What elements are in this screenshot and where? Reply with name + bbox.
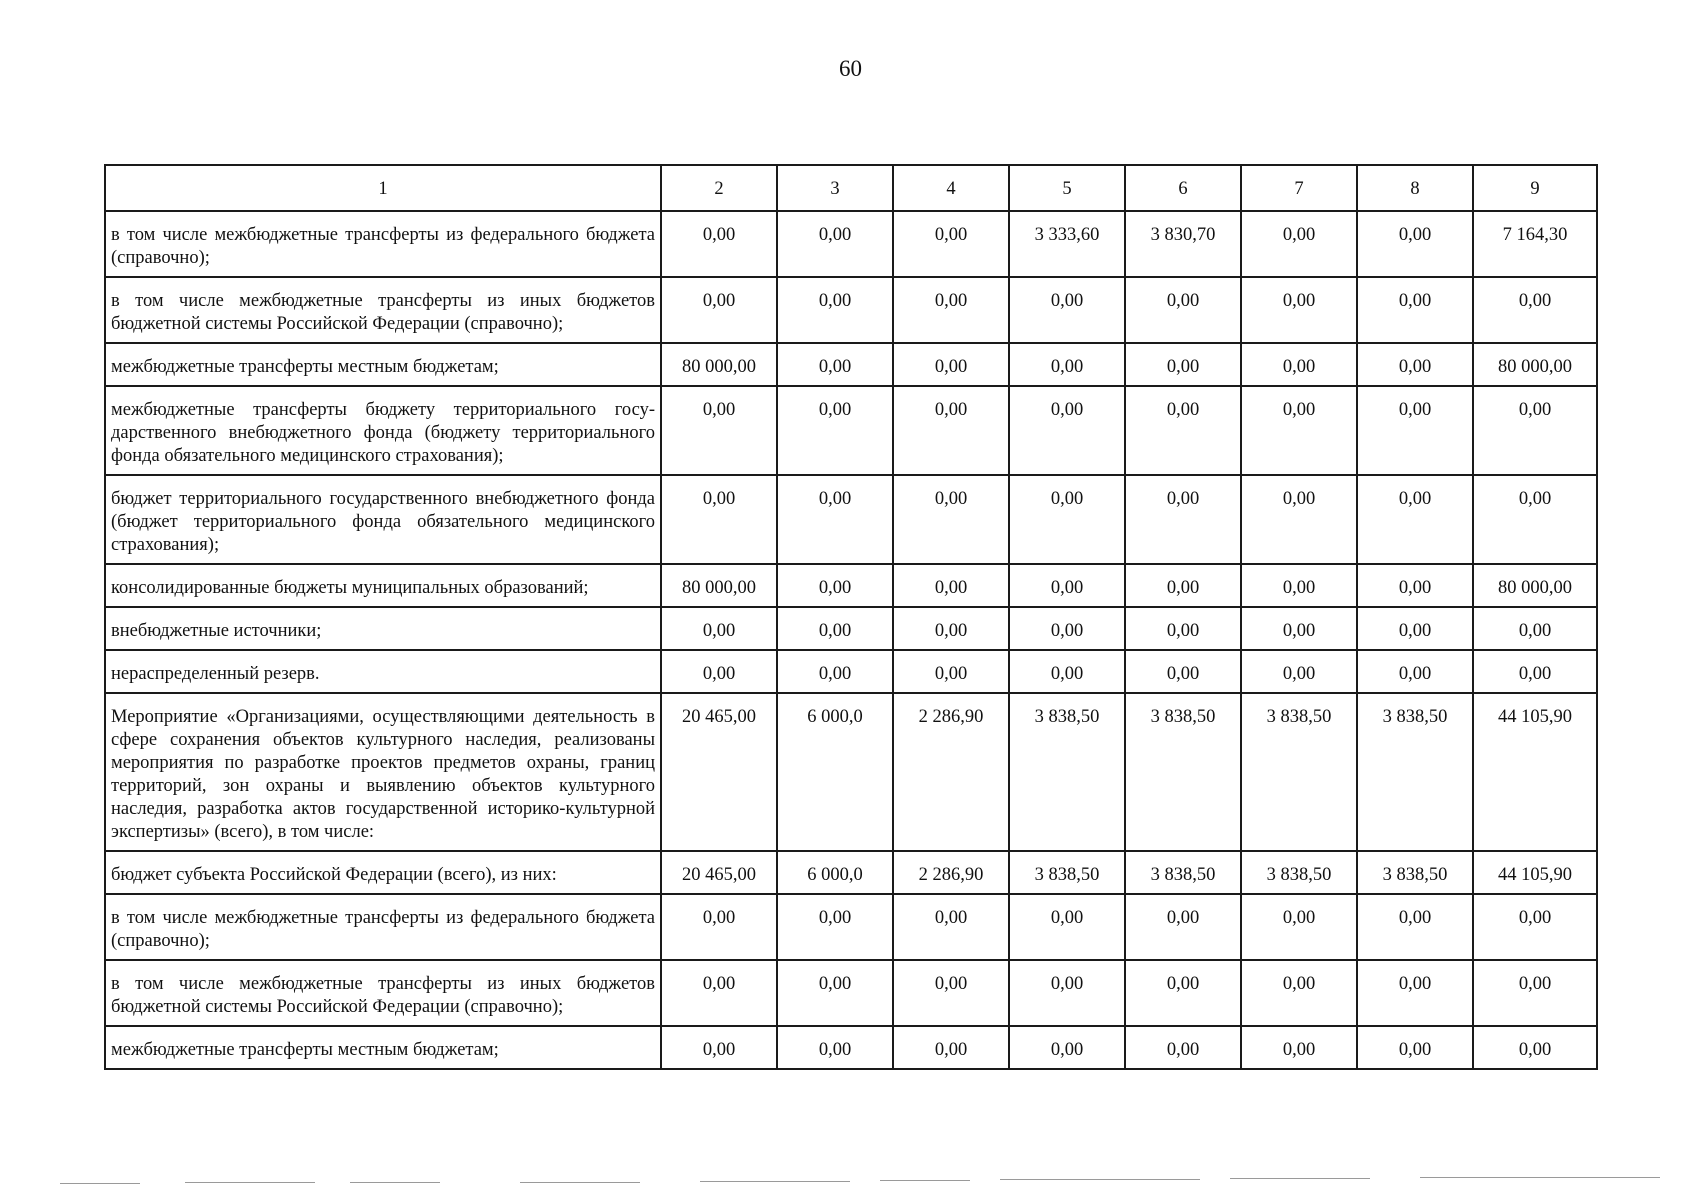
value-cell: 0,00 — [661, 894, 777, 960]
value-cell: 0,00 — [893, 564, 1009, 607]
row-label-cell: Мероприятие «Организациями, осуществляющими деятельность в сфере сохранения объектов культурного наследия, реализованы мероприятия по разработке проектов предметов охраны, границ территорий, зон охраны и выявлению объектов культурного наследия, разработка актов государственной историко-культурной экспертизы» (всего), в том числе: — [105, 693, 661, 851]
value-cell: 0,00 — [1009, 343, 1125, 386]
table-body — [105, 211, 1597, 1069]
value-cell: 0,00 — [777, 386, 893, 475]
value-cell: 0,00 — [1473, 475, 1597, 564]
value-cell: 0,00 — [1473, 607, 1597, 650]
value-cell: 0,00 — [893, 386, 1009, 475]
value-cell: 0,00 — [893, 650, 1009, 693]
table-row — [105, 607, 1597, 650]
table-row — [105, 386, 1597, 475]
value-cell: 0,00 — [1125, 277, 1241, 343]
value-cell: 80 000,00 — [1473, 343, 1597, 386]
value-cell: 0,00 — [1125, 650, 1241, 693]
value-cell: 0,00 — [661, 277, 777, 343]
value-cell: 0,00 — [1241, 1026, 1357, 1069]
header-cell: 6 — [1125, 165, 1241, 211]
value-cell: 0,00 — [1241, 894, 1357, 960]
value-cell: 0,00 — [1357, 386, 1473, 475]
table-row — [105, 343, 1597, 386]
value-cell: 0,00 — [1125, 1026, 1241, 1069]
table-row — [105, 650, 1597, 693]
value-cell: 3 838,50 — [1241, 851, 1357, 894]
scan-artifact-line — [350, 1182, 440, 1183]
value-cell: 0,00 — [777, 1026, 893, 1069]
scan-artifact-line — [1230, 1178, 1370, 1179]
value-cell: 20 465,00 — [661, 693, 777, 851]
row-label-cell: в том числе межбюджетные трансферты из федерального бюджета (справочно); — [105, 894, 661, 960]
value-cell: 0,00 — [893, 960, 1009, 1026]
value-cell: 80 000,00 — [1473, 564, 1597, 607]
value-cell: 3 838,50 — [1125, 693, 1241, 851]
header-cell: 9 — [1473, 165, 1597, 211]
header-cell: 2 — [661, 165, 777, 211]
value-cell: 0,00 — [661, 607, 777, 650]
value-cell: 0,00 — [1125, 386, 1241, 475]
value-cell: 0,00 — [777, 211, 893, 277]
scan-artifact-line — [700, 1181, 850, 1182]
value-cell: 2 286,90 — [893, 693, 1009, 851]
value-cell: 3 838,50 — [1357, 851, 1473, 894]
value-cell: 0,00 — [893, 211, 1009, 277]
value-cell: 7 164,30 — [1473, 211, 1597, 277]
value-cell: 3 838,50 — [1357, 693, 1473, 851]
header-cell: 8 — [1357, 165, 1473, 211]
value-cell: 3 838,50 — [1009, 693, 1125, 851]
value-cell: 0,00 — [661, 211, 777, 277]
row-label-cell: в том числе межбюджетные трансферты из иных бюджетов бюджетной системы Российской Федерации (справочно); — [105, 960, 661, 1026]
row-label-cell: бюджет субъекта Российской Федерации (всего), из них: — [105, 851, 661, 894]
row-label-cell: нераспределенный резерв. — [105, 650, 661, 693]
value-cell: 0,00 — [1241, 475, 1357, 564]
value-cell: 44 105,90 — [1473, 851, 1597, 894]
header-cell: 7 — [1241, 165, 1357, 211]
value-cell: 0,00 — [893, 475, 1009, 564]
table-row — [105, 564, 1597, 607]
value-cell: 0,00 — [1009, 475, 1125, 564]
value-cell: 0,00 — [1009, 607, 1125, 650]
value-cell: 0,00 — [1009, 894, 1125, 960]
budget-table — [104, 164, 1598, 1070]
value-cell: 0,00 — [1009, 960, 1125, 1026]
header-cell: 3 — [777, 165, 893, 211]
row-label-cell: межбюджетные трансферты местным бюджетам; — [105, 343, 661, 386]
row-label-cell: внебюджетные источники; — [105, 607, 661, 650]
value-cell: 0,00 — [777, 894, 893, 960]
table-row — [105, 960, 1597, 1026]
value-cell: 0,00 — [893, 1026, 1009, 1069]
value-cell: 0,00 — [777, 607, 893, 650]
value-cell: 0,00 — [1241, 960, 1357, 1026]
value-cell: 0,00 — [1241, 277, 1357, 343]
scan-artifact-line — [1420, 1177, 1660, 1178]
scan-artifact-line — [60, 1183, 140, 1184]
value-cell: 0,00 — [1357, 960, 1473, 1026]
value-cell: 0,00 — [1009, 650, 1125, 693]
value-cell: 2 286,90 — [893, 851, 1009, 894]
value-cell: 0,00 — [1009, 277, 1125, 343]
value-cell: 0,00 — [661, 475, 777, 564]
value-cell: 0,00 — [893, 343, 1009, 386]
scan-artifact-line — [1000, 1179, 1200, 1180]
table-row — [105, 1026, 1597, 1069]
row-label-cell: в том числе межбюджетные трансферты из федерального бюджета (справочно); — [105, 211, 661, 277]
value-cell: 0,00 — [1357, 475, 1473, 564]
row-label-cell: межбюджетные трансферты местным бюджетам; — [105, 1026, 661, 1069]
value-cell: 0,00 — [1241, 650, 1357, 693]
value-cell: 0,00 — [1125, 564, 1241, 607]
value-cell: 0,00 — [1357, 343, 1473, 386]
value-cell: 0,00 — [1357, 1026, 1473, 1069]
value-cell: 44 105,90 — [1473, 693, 1597, 851]
table-row — [105, 277, 1597, 343]
value-cell: 0,00 — [1473, 894, 1597, 960]
value-cell: 0,00 — [1473, 1026, 1597, 1069]
value-cell: 0,00 — [893, 607, 1009, 650]
value-cell: 0,00 — [1125, 894, 1241, 960]
value-cell: 6 000,0 — [777, 851, 893, 894]
header-cell: 4 — [893, 165, 1009, 211]
value-cell: 0,00 — [777, 960, 893, 1026]
value-cell: 0,00 — [661, 960, 777, 1026]
scan-artifact-line — [185, 1182, 315, 1183]
value-cell: 0,00 — [1357, 277, 1473, 343]
scan-artifact-line — [520, 1182, 640, 1183]
header-row — [105, 165, 1597, 211]
value-cell: 80 000,00 — [661, 343, 777, 386]
row-label-cell: бюджет территориального государственного внебюджетного фонда (бюджет территориального фонда обязательного медицинского страхования); — [105, 475, 661, 564]
value-cell: 0,00 — [661, 386, 777, 475]
value-cell: 0,00 — [777, 343, 893, 386]
table-row — [105, 894, 1597, 960]
table-row — [105, 693, 1597, 851]
value-cell: 0,00 — [777, 564, 893, 607]
value-cell: 0,00 — [777, 277, 893, 343]
value-cell: 0,00 — [1473, 650, 1597, 693]
value-cell: 0,00 — [1241, 343, 1357, 386]
value-cell: 0,00 — [1241, 607, 1357, 650]
value-cell: 0,00 — [1125, 343, 1241, 386]
value-cell: 0,00 — [1473, 277, 1597, 343]
value-cell: 0,00 — [1357, 564, 1473, 607]
value-cell: 0,00 — [777, 475, 893, 564]
value-cell: 0,00 — [661, 650, 777, 693]
table-row — [105, 851, 1597, 894]
header-cell: 1 — [105, 165, 661, 211]
value-cell: 0,00 — [1241, 211, 1357, 277]
value-cell: 0,00 — [1125, 960, 1241, 1026]
header-cell: 5 — [1009, 165, 1125, 211]
value-cell: 0,00 — [1009, 386, 1125, 475]
value-cell: 0,00 — [1241, 564, 1357, 607]
scan-artifact-line — [880, 1180, 970, 1181]
value-cell: 0,00 — [1357, 894, 1473, 960]
value-cell: 0,00 — [893, 894, 1009, 960]
value-cell: 0,00 — [1009, 1026, 1125, 1069]
row-label-cell: в том числе межбюджетные трансферты из иных бюджетов бюджетной системы Российской Федерации (справочно); — [105, 277, 661, 343]
value-cell: 3 830,70 — [1125, 211, 1241, 277]
value-cell: 0,00 — [1009, 564, 1125, 607]
value-cell: 3 838,50 — [1241, 693, 1357, 851]
value-cell: 20 465,00 — [661, 851, 777, 894]
value-cell: 3 333,60 — [1009, 211, 1125, 277]
value-cell: 0,00 — [893, 277, 1009, 343]
value-cell: 6 000,0 — [777, 693, 893, 851]
table-row — [105, 475, 1597, 564]
value-cell: 0,00 — [1357, 607, 1473, 650]
value-cell: 0,00 — [1241, 386, 1357, 475]
table-row — [105, 211, 1597, 277]
value-cell: 3 838,50 — [1125, 851, 1241, 894]
row-label-cell: консолидированные бюджеты муниципальных образований; — [105, 564, 661, 607]
value-cell: 0,00 — [1125, 475, 1241, 564]
value-cell: 0,00 — [1357, 650, 1473, 693]
value-cell: 0,00 — [661, 1026, 777, 1069]
value-cell: 0,00 — [1125, 607, 1241, 650]
value-cell: 0,00 — [1357, 211, 1473, 277]
row-label-cell: межбюджетные трансферты бюджету территориального государственного внебюджетного фонда (бюджету территориального фонда обязательного медицинского страхования); — [105, 386, 661, 475]
value-cell: 0,00 — [1473, 960, 1597, 1026]
page-number: 60 — [839, 56, 862, 81]
value-cell: 0,00 — [1473, 386, 1597, 475]
value-cell: 0,00 — [777, 650, 893, 693]
value-cell: 3 838,50 — [1009, 851, 1125, 894]
value-cell: 80 000,00 — [661, 564, 777, 607]
